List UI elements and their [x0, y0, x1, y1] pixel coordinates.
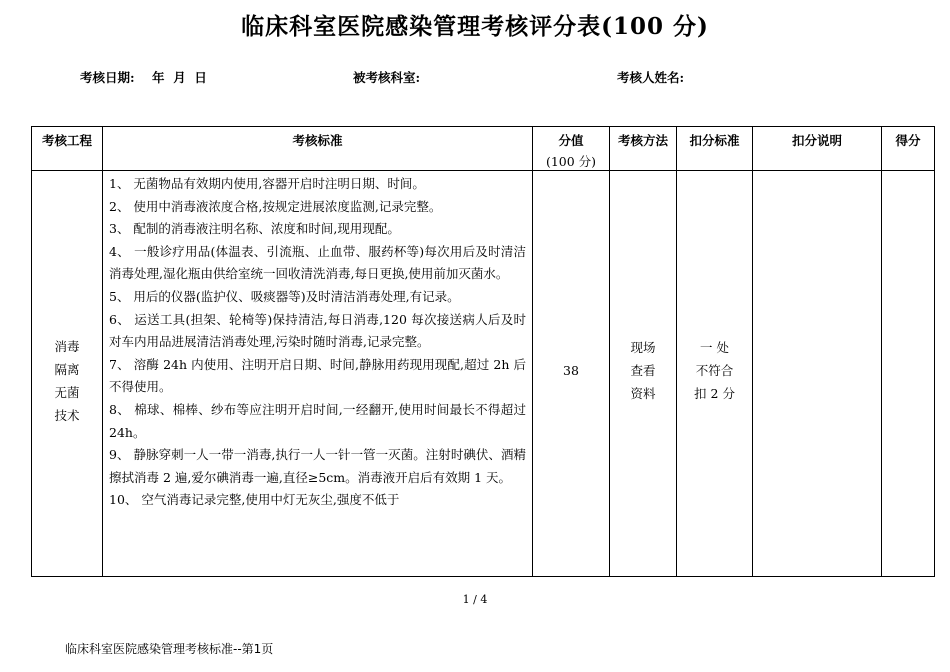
score-cell: 38 — [533, 171, 610, 577]
header-score-sub: (100 分) — [545, 154, 597, 169]
criteria-item: 8、 棉球、棉棒、纱布等应注明开启时间,一经翻开,使用时间最长不得超过 24h。 — [109, 401, 526, 440]
criteria-item: 3、 配制的消毒液注明名称、浓度和时间,现用现配。 — [109, 221, 400, 237]
header-deduction-note: 扣分说明 — [753, 127, 882, 171]
deduction-line: 一 处 — [700, 340, 729, 355]
table-row — [32, 171, 935, 577]
table-header-row — [32, 127, 935, 171]
header-deduction-standard: 扣分标准 — [677, 127, 753, 171]
criteria-item: 10、 空气消毒记录完整,使用中灯无灰尘,强度不低于 — [109, 492, 400, 508]
category-line: 消毒 — [54, 338, 80, 354]
footer-note: 临床科室医院感染管理考核标准--第1页 — [65, 642, 274, 656]
category-cell — [32, 171, 103, 577]
header-score-label: 分值 — [558, 133, 584, 148]
criteria-cell — [103, 171, 533, 577]
method-line: 资料 — [630, 386, 656, 401]
inspector-name-label: 考核人姓名: — [617, 70, 685, 85]
category-line: 隔离 — [54, 361, 80, 377]
criteria-item: 7、 溶酶 24h 内使用、注明开启日期、时间,静脉用药现用现配,超过 2h 后不得使用。 — [109, 356, 526, 395]
header-criteria: 考核标准 — [103, 127, 533, 171]
method-line: 现场 — [630, 340, 656, 355]
deduction-note-cell — [753, 171, 882, 577]
criteria-item: 9、 静脉穿刺一人一带一消毒,执行一人一针一管一灭菌。注射时碘伏、酒精擦拭消毒 2 遍,爱尔碘消毒一遍,直径≥5cm。消毒液开启后有效期 1 天。 — [109, 447, 526, 485]
header-method: 考核方法 — [610, 127, 677, 171]
method-line: 查看 — [630, 363, 656, 378]
page-number: 1 / 4 — [462, 593, 488, 606]
method-cell — [610, 171, 677, 577]
header-earned: 得分 — [882, 127, 935, 171]
category-line: 无菌 — [54, 384, 80, 400]
page-title: 临床科室医院感染管理考核评分表(100 分) — [241, 13, 709, 40]
header-category: 考核工程 — [32, 127, 103, 171]
inspected-department-label: 被考核科室: — [353, 70, 421, 85]
deduction-line: 扣 2 分 — [694, 386, 735, 401]
header-score — [533, 127, 610, 171]
criteria-item: 6、 运送工具(担架、轮椅等)保持清洁,每日消毒,120 每次接送病人后及时对车内用品进展清洁消毒处理,污染时随时消毒,记录完整。 — [109, 311, 526, 350]
criteria-item: 1、 无菌物品有效期内使用,容器开启时注明日期、时间。 — [109, 176, 425, 191]
earned-score-cell — [882, 171, 935, 577]
scoring-table — [31, 126, 935, 577]
criteria-item: 2、 使用中消毒液浓度合格,按规定进展浓度监测,记录完整。 — [109, 198, 442, 214]
criteria-item: 5、 用后的仪器(监护仪、吸痰器等)及时清洁消毒处理,有记录。 — [109, 288, 460, 304]
criteria-item: 4、 一般诊疗用品(体温表、引流瓶、止血带、服药杯等)每次用后及时清洁消毒处理,湿化瓶由供给室统一回收清洗消毒,每日更换,使用前加灭菌水。 — [109, 243, 526, 282]
deduction-standard-cell — [677, 171, 753, 577]
inspection-date-label: 考核日期: 年 月 日 — [80, 70, 207, 85]
category-line: 技术 — [54, 407, 80, 423]
deduction-line: 不符合 — [695, 363, 734, 378]
